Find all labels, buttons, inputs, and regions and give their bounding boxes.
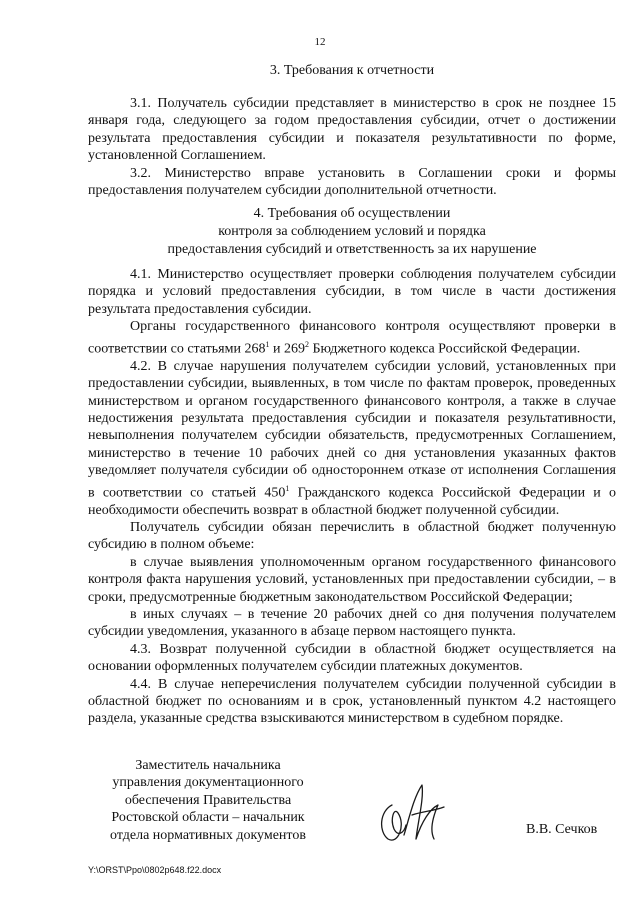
signatory-name: В.В. Сечков bbox=[526, 822, 598, 837]
paragraph-4-4: 4.4. В случае неперечисления получателем субсидии полученной субсидии в областной бюджет по основаниям и в срок, установленный пунктом 4.2 настоящего раздела, указанные средства взыскиваются министерством в судебном порядке. bbox=[88, 676, 616, 727]
paragraph-4-3: 4.3. Возврат полученной субсидии в областной бюджет осуществляется на основании оформленных получателем субсидии платежных документов. bbox=[88, 641, 616, 675]
file-path-footer: Y:\ORST\Ppo\0802p648.f22.docx bbox=[88, 865, 222, 875]
paragraph-3-2: 3.2. Министерство вправе установить в Соглашении сроки и формы предоставления получателем субсидии дополнительной отчетности. bbox=[88, 165, 616, 199]
section-4-body bbox=[88, 266, 616, 728]
section-4-heading bbox=[88, 205, 616, 259]
paragraph-4-2-case-1: в случае выявления уполномоченным органом государственного финансового контроля факта нарушения условий, установленных при предоставлении субсидии, – в сроки, предусмотренные бюджетным законодательством Российской Федерации; bbox=[88, 554, 616, 605]
section-4-heading-line: предоставления субсидий и ответственность за их нарушение bbox=[167, 242, 537, 257]
section-3-heading: 3. Требования к отчетности bbox=[269, 63, 435, 78]
page-number: 12 bbox=[314, 36, 326, 48]
handwritten-signature bbox=[372, 775, 452, 850]
paragraph-4-1: 4.1. Министерство осуществляет проверки соблюдения получателем субсидии порядка и условий предоставления субсидии, в том числе в части достижения результата предоставления субсидии. bbox=[88, 267, 616, 317]
section-4-heading-line: контроля за соблюдением условий и порядка bbox=[218, 224, 486, 239]
paragraph-4-1-control: Органы государственного финансового контроля осуществляют проверки в соответствии со статьями $268^1$ и $269^2$ Бюджетного кодекса Российской Федерации. bbox=[88, 319, 616, 357]
signatory-title: Заместитель начальника управления документационного обеспечения Правительства Ростовской области – начальник отдела нормативных документов bbox=[110, 758, 306, 843]
section-4-heading-line: 4. Требования об осуществлении bbox=[253, 206, 451, 221]
section-3-body bbox=[88, 95, 616, 199]
paragraph-4-2-case-2: в иных случаях – в течение 20 рабочих дней со дня получения получателем субсидии уведомления, указанного в абзаце первом настоящего пункта. bbox=[88, 607, 616, 640]
paragraph-4-2-obligation: Получатель субсидии обязан перечислить в областной бюджет полученную субсидию в полном объеме: bbox=[88, 520, 616, 553]
paragraph-4-2: 4.2. В случае нарушения получателем субсидии условий, установленных при предоставлении субсидии, выявленных, в том числе по фактам проверок, проведенных министерством и органом государственного финансового контроля, а также в случае недостижения результата предоставления субсидии и показателя результативности, невыполнения получателем субсидии обязательств, предусмотренных Соглашением, министерство в течение 10 рабочих дней со дня установления указанных фактов уведомляет получателя субсидии об одностороннем отказе от исполнения Соглашения в соответствии со статьей $450^1$ Гражданского кодекса Российской Федерации и о необходимости обеспечить возврат в областной бюджет полученной субсидии. bbox=[88, 358, 616, 518]
paragraph-3-1: 3.1. Получатель субсидии представляет в министерство в срок не позднее 15 января года, следующего за годом предоставления субсидии, отчет о достижении результата предоставления субсидии и показателя результативности по форме, установленной Соглашением. bbox=[88, 96, 616, 164]
